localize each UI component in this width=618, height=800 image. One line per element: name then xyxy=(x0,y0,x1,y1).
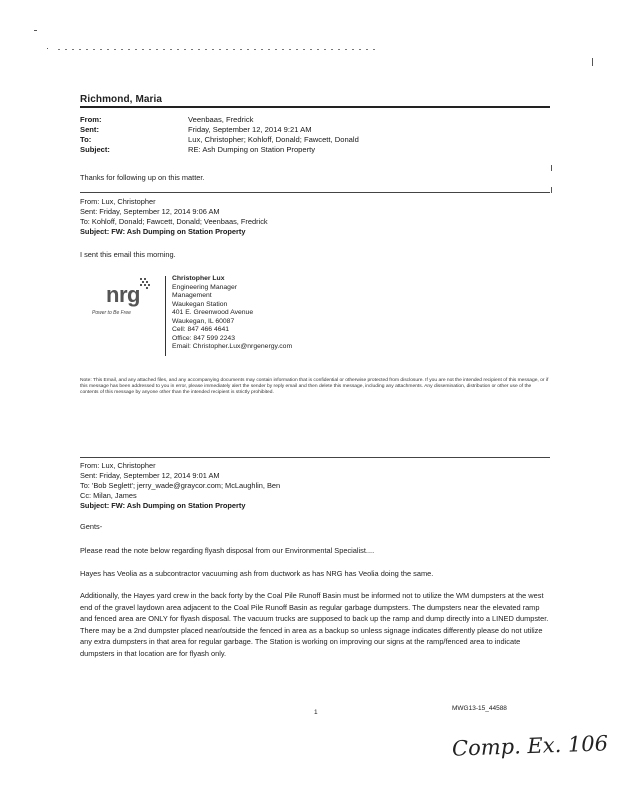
from-label: From: xyxy=(80,115,102,124)
exhibit-handwritten-label: Comp. Ex. 106 xyxy=(451,731,609,761)
signature-office: Office: 847 599 2243 xyxy=(172,334,235,342)
message-greeting: Gents- xyxy=(80,522,103,531)
message-paragraph-3: Additionally, the Hayes yard crew in the back forty by the Coal Pile Runoff Basin must be informed not to utilize the WM dumpsters at the west end of the gravel laydown area adjacent to the Coal Pile Runoff Basin as regular garbage dumpsters. The dumpsters near the elevated ramp and fenced area are ONLY for flyash disposal. The vacuum trucks are supposed to back up the ramp and dump directly into a LINED dumpster. There may be a 2nd dumpster placed near/outside the fenced in area as a backup so unless signage indicates differently please do not utilize any extra dumpsters in that area for regular garbage. The Station is working on improving our signs at the ramp/fenced area to indicate dumpsters in that location are for flyash only. xyxy=(80,591,549,658)
scan-speck xyxy=(47,48,48,49)
signature-line: Waukegan, IL 60087 xyxy=(172,317,235,325)
message-paragraph-1: Please read the note below regarding flyash disposal from our Environmental Specialist.... xyxy=(80,546,375,555)
bates-number: MWG13-15_44588 xyxy=(452,705,507,712)
forward1-body: I sent this email this morning. xyxy=(80,250,176,259)
signature-email-link[interactable]: Email: Christopher.Lux@nrgenergy.com xyxy=(172,343,293,350)
scan-speck xyxy=(551,165,552,171)
signature-line: Waukegan Station xyxy=(172,300,228,308)
forward1-to: To: Kohloff, Donald; Fawcett, Donald; Veenbaas, Fredrick xyxy=(80,217,268,226)
signature-name: Christopher Lux xyxy=(172,275,225,282)
forward1-sent: Sent: Friday, September 12, 2014 9:06 AM xyxy=(80,207,220,216)
scan-speck xyxy=(592,58,593,66)
to-value: Lux, Christopher; Kohloff, Donald; Fawcett, Donald xyxy=(188,135,359,144)
signature-line: Engineering Manager xyxy=(172,283,237,291)
forward-divider xyxy=(80,192,550,193)
to-label: To: xyxy=(80,135,92,144)
scan-speck xyxy=(34,30,37,31)
subject-label: Subject: xyxy=(80,145,110,154)
signature-divider xyxy=(165,276,166,356)
forward2-sent: Sent: Friday, September 12, 2014 9:01 AM xyxy=(80,471,220,480)
forward1-subject: Subject: FW: Ash Dumping on Station Property xyxy=(80,227,246,236)
forward2-divider xyxy=(80,457,550,458)
nrg-logo-tagline: Power to Be Free xyxy=(92,310,131,316)
forward2-cc: Cc: Milan, James xyxy=(80,491,137,500)
mailbox-owner-name: Richmond, Maria xyxy=(80,94,163,105)
sent-label: Sent: xyxy=(80,125,99,134)
forward2-subject: Subject: FW: Ash Dumping on Station Property xyxy=(80,501,246,510)
page-number: 1 xyxy=(314,709,318,716)
forward2-to: To: 'Bob Seglett'; jerry_wade@graycor.com; McLaughlin, Ben xyxy=(80,481,281,490)
subject-value: RE: Ash Dumping on Station Property xyxy=(188,145,316,154)
sent-value: Friday, September 12, 2014 9:21 AM xyxy=(188,125,312,134)
forward2-from: From: Lux, Christopher xyxy=(80,461,156,470)
confidentiality-disclaimer: Note: This Email, and any attached files, and any accompanying documents may contain information that is confidential or otherwise protected from disclosure. If you are not the intended recipient of this message, or if this message has been addressed to you in error, please immediately alert the sender by reply email and then delete this message, including any attachments. Any dissemination, distribution or other use of the contents of this message by anyone other than the intended recipient is strictly prohibited. xyxy=(80,378,549,396)
forward1-from: From: Lux, Christopher xyxy=(80,197,156,206)
signature-line: Management xyxy=(172,292,212,299)
signature-cell: Cell: 847 466 4641 xyxy=(172,326,230,333)
header-divider xyxy=(80,106,550,108)
nrg-logo xyxy=(90,276,160,322)
message-paragraph-2: Hayes has Veolia as a subcontractor vacuuming ash from ductwork as has NRG has Veolia doing the same. xyxy=(80,569,434,578)
scan-top-dots xyxy=(58,49,378,50)
signature-line: 401 E. Greenwood Avenue xyxy=(172,309,254,316)
nrg-logo-text: nrg xyxy=(106,282,140,307)
reply-body: Thanks for following up on this matter. xyxy=(80,173,205,182)
from-value: Veenbaas, Fredrick xyxy=(188,115,254,124)
scan-speck xyxy=(551,187,552,193)
